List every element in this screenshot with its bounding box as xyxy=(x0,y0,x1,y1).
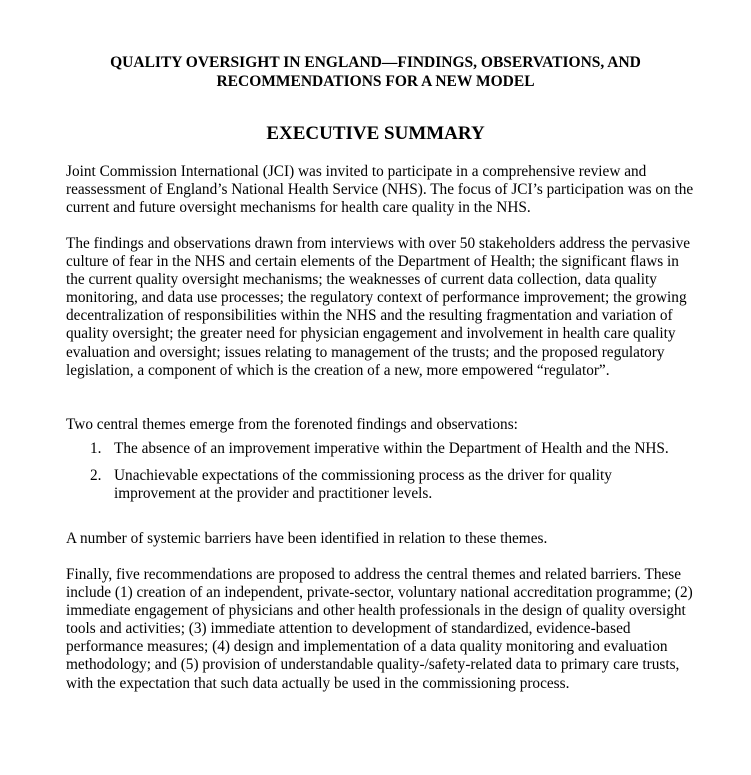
document-title-line-1: QUALITY OVERSIGHT IN ENGLAND—FINDINGS, OBSERVATIONS, AND xyxy=(110,54,641,71)
document-title xyxy=(40,53,711,91)
paragraph-barriers: A number of systemic barriers have been identified in relation to these themes. xyxy=(66,530,548,547)
paragraph-themes-intro: Two central themes emerge from the forenoted findings and observations: xyxy=(66,416,518,433)
paragraph-findings: The findings and observations drawn from interviews with over 50 stakeholders address the pervasive culture of fear in the NHS and certain elements of the Department of Health; the significant flaws in the current quality oversight mechanisms; the weaknesses of current data collection, data quality monitoring, and data use processes; the regulatory context of performance improvement; the growing decentralization of responsibilities within the NHS and the resulting fragmentation and variation of quality oversight; the greater need for physician engagement and involvement in health care quality evaluation and oversight; issues relating to management of the trusts; and the proposed regulatory legislation, a component of which is the creation of a new, more empowered “regulator”. xyxy=(66,235,691,379)
paragraph-intro: Joint Commission International (JCI) was invited to participate in a comprehensive review and reassessment of England’s National Health Service (NHS). The focus of JCI’s participation was on the current and future oversight mechanisms for health care quality in the NHS. xyxy=(66,163,694,217)
themes-list xyxy=(66,440,696,512)
document-title-line-2: RECOMMENDATIONS FOR A NEW MODEL xyxy=(216,73,535,90)
list-item-number: 1. xyxy=(90,440,102,457)
list-item-number: 2. xyxy=(90,467,102,485)
list-item-text: Unachievable expectations of the commissioning process as the driver for quality improvement at the provider and practitioner levels. xyxy=(114,467,612,503)
list-item xyxy=(66,467,696,503)
section-heading: EXECUTIVE SUMMARY xyxy=(266,123,485,144)
list-item-text: The absence of an improvement imperative within the Department of Health and the NHS. xyxy=(114,440,669,457)
list-item xyxy=(66,440,696,458)
paragraph-recommendations: Finally, five recommendations are proposed to address the central themes and related barriers. These include (1) creation of an independent, private-sector, voluntary national accreditation programme; (2) immediate engagement of physicians and other health professionals in the design of quality oversight tools and activities; (3) immediate attention to development of standardized, evidence-based performance measures; (4) design and implementation of a data quality monitoring and evaluation methodology; and (5) provision of understandable quality-/safety-related data to primary care trusts, with the expectation that such data actually be used in the commissioning process. xyxy=(66,566,693,692)
